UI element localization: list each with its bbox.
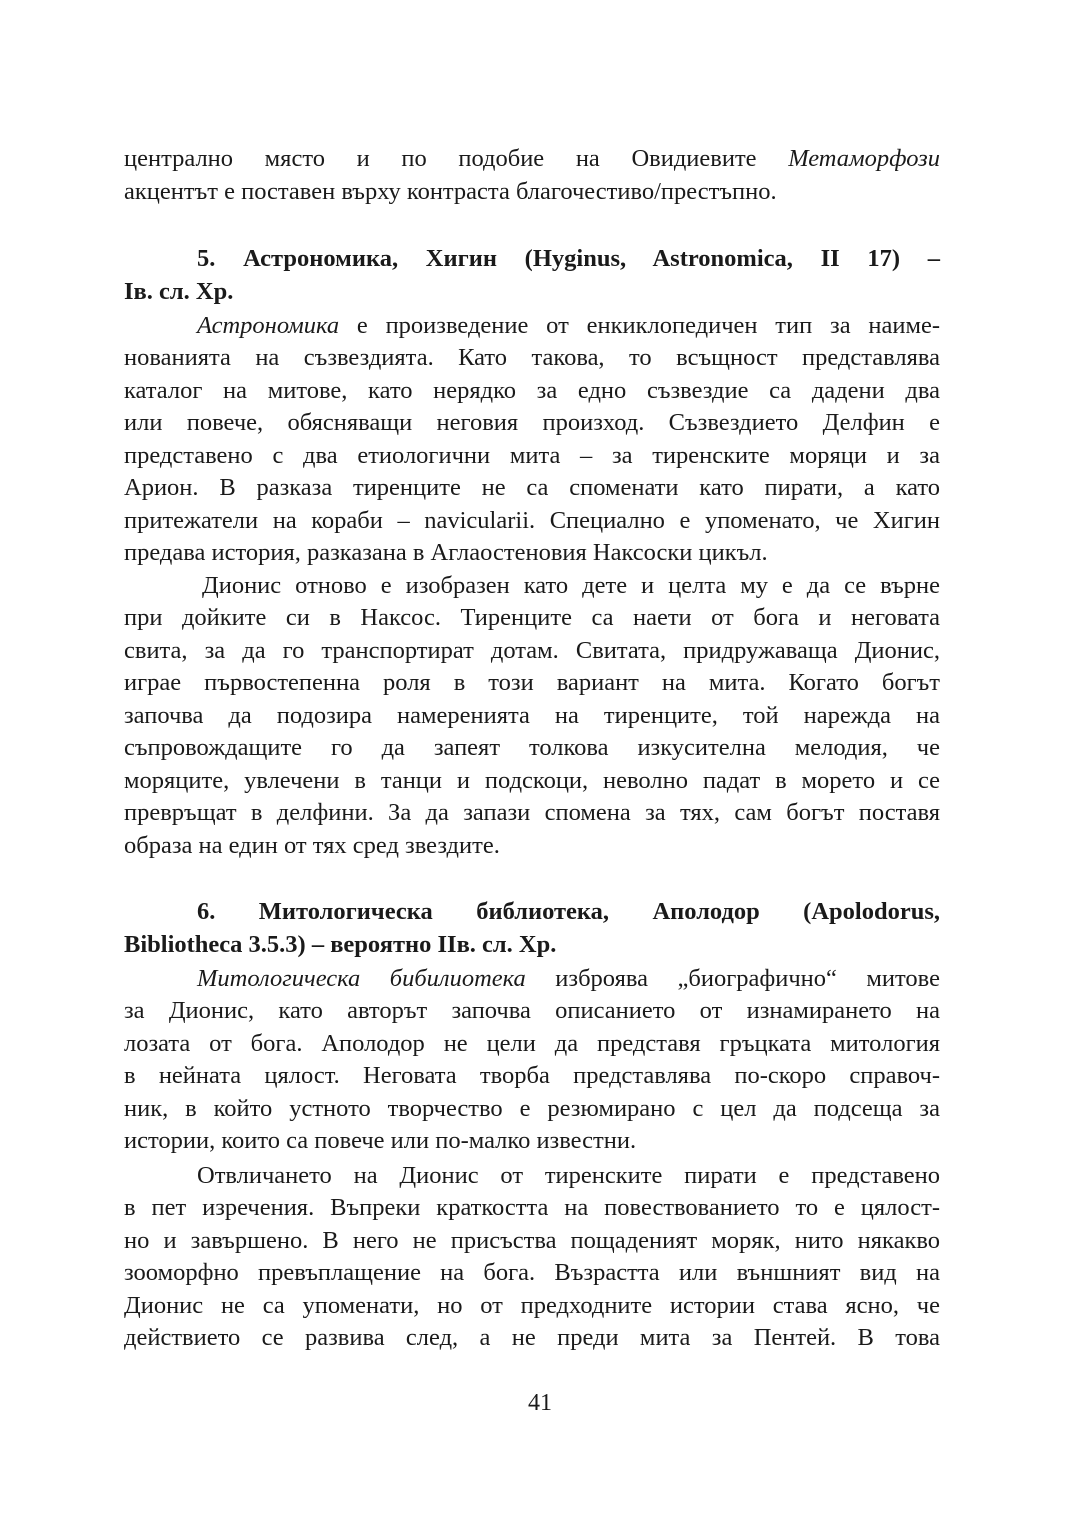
- text-line: представено с два етиологични мита – за тиренските моряци и за: [124, 442, 940, 469]
- text-line: или повече, обясняващи неговия произход. Съзвездието Делфин е: [124, 409, 940, 436]
- text-line: нованията на съзвездията. Като такова, то всъщност представлява: [124, 344, 940, 371]
- section-heading: Iв. сл. Хр.: [124, 278, 234, 305]
- text-line: превръщат в делфини. За да запази спомена за тях, сам богът поставя: [124, 799, 940, 826]
- text-line: но и завършено. В него не присъства пощаденият моряк, нито някакво: [124, 1227, 940, 1254]
- text-line: в нейната цялост. Неговата творба представлява по-скоро справоч-: [124, 1062, 940, 1089]
- text-line: централно място и по подобие на Овидиевите Метаморфози: [124, 145, 940, 172]
- text-line: Дионис отново е изобразен като дете и целта му е да се върне: [202, 572, 940, 599]
- page-number: 41: [528, 1390, 552, 1416]
- text-line: зооморфно превъплащение на бога. Възрастта или външният вид на: [124, 1259, 940, 1286]
- text-line: Отвличането на Дионис от тиренските пирати е представено: [197, 1162, 940, 1189]
- text-line: за Дионис, като авторът започва описанието от изнамирането на: [124, 997, 940, 1024]
- text-line: ник, в който устното творчество е резюмирано с цел да подсеща за: [124, 1095, 940, 1122]
- text-line: лозата от бога. Аполодор не цели да представя гръцката митология: [124, 1030, 940, 1057]
- text-line: каталог на митове, като нерядко за едно съзвездие са дадени два: [124, 377, 940, 404]
- text-line: играе първостепенна роля в този вариант на мита. Когато богът: [124, 669, 940, 696]
- text-line: истории, които са повече или по-малко известни.: [124, 1127, 637, 1154]
- text-line: образа на един от тях сред звездите.: [124, 832, 500, 859]
- text-line: в пет изречения. Въпреки краткостта на повествованието то е цялост-: [124, 1194, 940, 1221]
- text-line: Митологическа бибилиотека изброява „биографично“ митове: [197, 965, 940, 992]
- text-line: при дойките си в Наксос. Тиренците са наети от бога и неговата: [124, 604, 940, 631]
- section-heading: Bibliotheca 3.5.3) – вероятно IIв. сл. Хр.: [124, 931, 557, 958]
- text-line: Арион. В разказа тиренците не са споменати като пирати, а като: [124, 474, 940, 501]
- section-heading: 6. Митологическа библиотека, Аполодор (Apolodorus,: [197, 898, 940, 925]
- text-line: съпровождащите го да запеят толкова изкусителна мелодия, че: [124, 734, 940, 761]
- text-line: предава история, разказана в Аглаостеновия Наксоски цикъл.: [124, 539, 768, 566]
- text-line: започва да подозира намеренията на тиренците, той нарежда на: [124, 702, 940, 729]
- text-line: действието се развива след, а не преди мита за Пентей. В това: [124, 1324, 940, 1351]
- text-line: акцентът е поставен върху контраста благочестиво/престъпно.: [124, 178, 777, 205]
- text-line: Дионис не са упоменати, но от предходните истории става ясно, че: [124, 1292, 940, 1319]
- text-line: Астрономика е произведение от енкиклопедичен тип за наиме-: [197, 312, 940, 339]
- text-line: свита, за да го транспортират дотам. Свитата, придружаваща Дионис,: [124, 637, 940, 664]
- section-heading: 5. Астрономика, Хигин (Hyginus, Astronomica, II 17) –: [197, 245, 940, 272]
- text-line: моряците, увлечени в танци и подскоци, неволно падат в морето и се: [124, 767, 940, 794]
- text-line: притежатели на кораби – navicularii. Специално е упоменато, че Хигин: [124, 507, 940, 534]
